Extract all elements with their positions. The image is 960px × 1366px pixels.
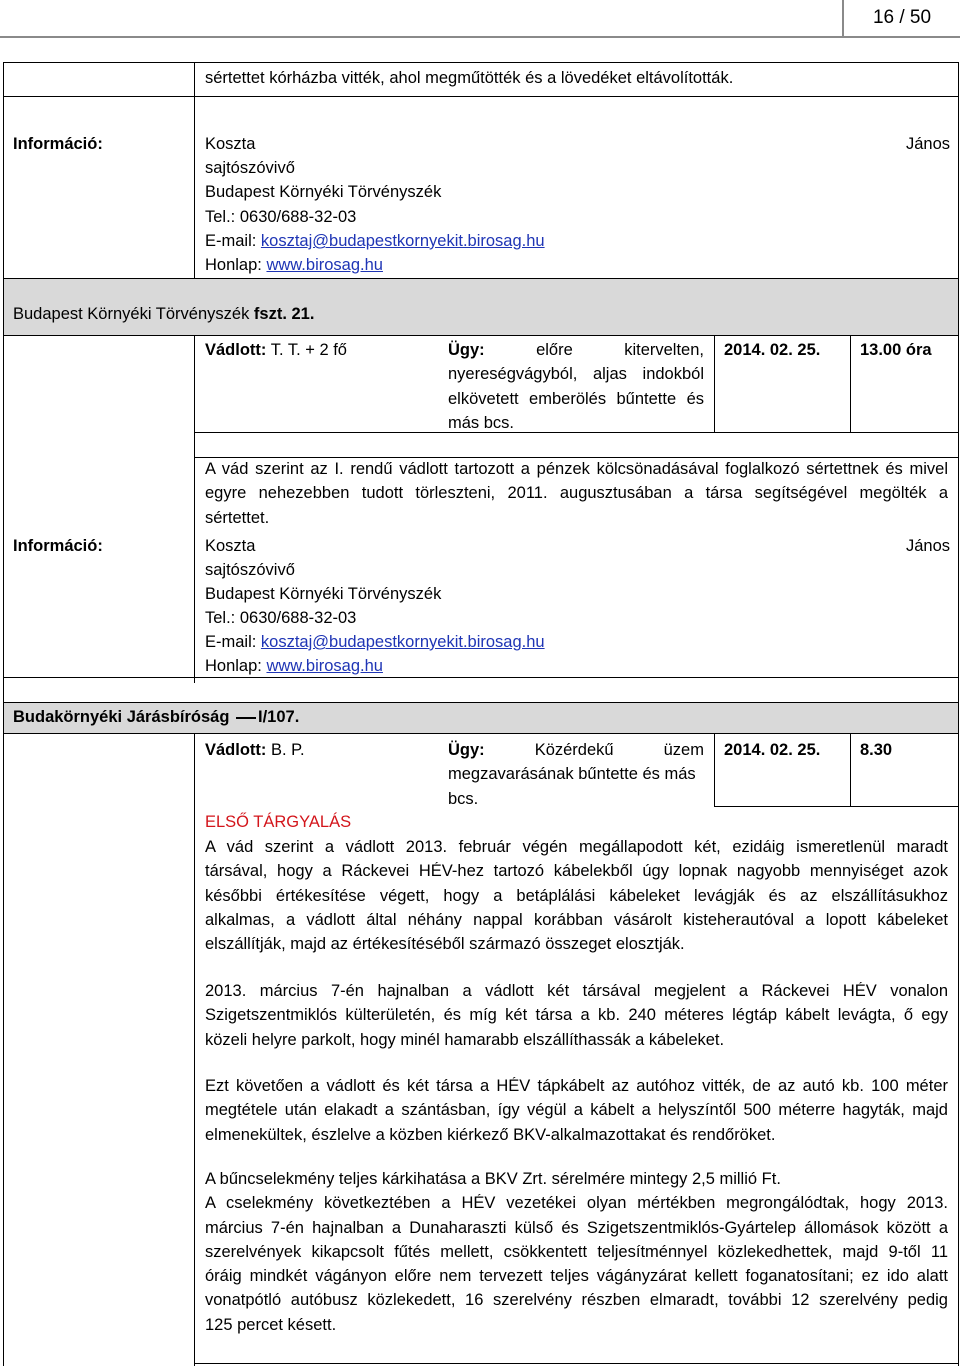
matter-word: Közérdekű xyxy=(534,741,614,759)
paragraph-line: megtétele után elakadt a szántásban, így végül a kábelt a helyszíntől 500 méterre hagyták, majd xyxy=(205,1101,948,1120)
paragraph-line: közeli helyre parkolt, hogy minél hamarabb elszállíthassák a kábeleket. xyxy=(205,1030,725,1049)
contact-role: sajtószóvivő xyxy=(205,561,295,579)
paragraph-line: későbbi értékesítése végett, hogy a betáplálási kábeleket levágják és az elszállításukhoz xyxy=(205,886,948,905)
email-link[interactable]: kosztaj@budapestkornyekit.birosag.hu xyxy=(260,633,545,651)
contact-role: sajtószóvivő xyxy=(205,159,295,177)
matter-line: megzavarásának bűntette és más xyxy=(448,765,696,784)
matter-word: előre xyxy=(536,341,573,359)
contact-org: Budapest Környéki Törvényszék xyxy=(205,585,442,603)
paragraph-line: Szigetszentmiklós külterületén, és míg két társa a kb. 240 méteres légtáp kábelt levágta, ő egy xyxy=(205,1006,948,1025)
summary-line: A vád szerint az I. rendű vádlott tartozott a pénzek kölcsönadásával foglalkozó sértettnek és mivel xyxy=(205,460,948,478)
court-header xyxy=(13,302,314,326)
info-label: Információ: xyxy=(13,537,103,555)
contact-email-row xyxy=(205,630,545,654)
hearing-date: 2014. 02. 25. xyxy=(724,741,821,759)
contact-surname: Koszta xyxy=(205,135,256,153)
contact-email-row xyxy=(205,229,545,253)
matter-block xyxy=(448,338,704,435)
paragraph-line: alkalmas, a vádlott által néhány nappal korábban vásárolt kisteherautóval a lopott kábeleket xyxy=(205,910,948,929)
matter-line: bcs. xyxy=(448,789,479,808)
paragraph-line: szerelvények kikapcsolt fűtés mellett, csökkentett teljesítménnyel közlekedhettek, majd 9-től 11 xyxy=(205,1242,948,1261)
court-name: Budakörnyéki Járásbíróság xyxy=(13,708,230,726)
page-number: 16 / 50 xyxy=(872,7,932,28)
court-dash xyxy=(236,717,256,719)
court-room: I/107. xyxy=(258,708,300,726)
matter-word: üzem xyxy=(663,741,704,759)
info-label: Információ: xyxy=(13,135,103,153)
court-room: fszt. 21. xyxy=(253,305,315,323)
defendant-value: T. T. + 2 fő xyxy=(266,341,347,359)
paragraph-line: március 7-én hajnalban a Dunaharaszti külső és Szigetszentmiklós-Gyártelep állomások között a xyxy=(205,1218,948,1237)
paragraph-line: vonatpótló autóbusz közlekedett, 16 szerelvény részben elmaradt, további 12 szerelvény pedig xyxy=(205,1291,948,1310)
defendant xyxy=(205,738,305,762)
matter-line: elkövetett emberölés bűntette és xyxy=(448,389,704,408)
defendant-label: Vádlott: xyxy=(205,741,267,759)
paragraph-line: A vád szerint a vádlott 2013. február végén megállapodott két, ezidáig ismeretlenül maradt xyxy=(205,838,948,856)
paragraph-line: A bűncselekmény teljes kárkihatása a BKV Zrt. sérelmére mintegy 2,5 millió Ft. xyxy=(205,1170,781,1188)
court-name: Budapest Környéki Törvényszék xyxy=(13,305,254,323)
defendant-value: B. P. xyxy=(266,741,305,759)
case-paragraph xyxy=(205,1170,948,1340)
web-prefix: Honlap: xyxy=(205,256,267,274)
contact-web-row xyxy=(205,253,383,277)
contact-web-row xyxy=(205,654,383,678)
email-link[interactable]: kosztaj@budapestkornyekit.birosag.hu xyxy=(260,232,545,250)
case-summary xyxy=(205,460,948,533)
paragraph-line: Ezt követően a vádlott és két társa a HÉV tápkábelt az autóhoz vitték, de az autó kb. 100 méter xyxy=(205,1077,948,1095)
hearing-time: 8.30 xyxy=(860,741,893,759)
hearing-date: 2014. 02. 25. xyxy=(724,341,821,359)
paragraph-line: óráig mindkét vágányon előre nem tervezett teljes vágányzárat kellett foganatosítani; ez ido alatt xyxy=(205,1267,948,1286)
web-link[interactable]: www.birosag.hu xyxy=(266,256,383,274)
contact-phone: Tel.: 0630/688-32-03 xyxy=(205,609,357,627)
previous-case-text: sértettet kórházba vitték, ahol megműtötték és a lövedéket eltávolították. xyxy=(205,69,734,87)
paragraph-line: A cselekmény következtében a HÉV vezetékei olyan mértékben megrongálódtak, hogy 2013. xyxy=(205,1194,948,1213)
web-prefix: Honlap: xyxy=(205,657,267,675)
hearing-time: 13.00 óra xyxy=(860,341,932,359)
contact-firstname: János xyxy=(905,135,950,153)
defendant-label: Vádlott: xyxy=(205,341,267,359)
email-prefix: E-mail: xyxy=(205,633,261,651)
paragraph-line: 125 percet késett. xyxy=(205,1315,337,1334)
summary-line: egyre nehezebben tudott törleszteni, 2011. augusztusában a társa segítségével megölték a xyxy=(205,484,948,503)
paragraph-line: elmenekültek, észlelve a közben kiérkező BKV-alkalmazottakat és rendőröket. xyxy=(205,1125,776,1144)
matter-block xyxy=(448,738,704,811)
defendant xyxy=(205,338,347,362)
matter-word: kitervelten, xyxy=(624,341,704,359)
contact-surname: Koszta xyxy=(205,537,256,555)
contact-phone: Tel.: 0630/688-32-03 xyxy=(205,208,357,226)
paragraph-line: 2013. március 7-én hajnalban a vádlott két társával megjelent a Ráckevei HÉV vonalon xyxy=(205,982,948,1000)
summary-line: sértettet. xyxy=(205,508,270,527)
matter-line: nyereségvágyból, aljas indokból xyxy=(448,365,704,384)
case-paragraph xyxy=(205,1077,948,1150)
page-number-box xyxy=(0,0,960,38)
matter-line: más bcs. xyxy=(448,413,515,432)
email-prefix: E-mail: xyxy=(205,232,261,250)
matter-label: Ügy: xyxy=(448,741,485,759)
first-hearing-label: ELSŐ TÁRGYALÁS xyxy=(205,813,352,831)
paragraph-line: elszállítják, majd az értékesítéséből származó összeget elosztják. xyxy=(205,935,685,954)
web-link[interactable]: www.birosag.hu xyxy=(266,657,383,675)
case-paragraph xyxy=(205,838,948,959)
case-paragraph xyxy=(205,982,948,1055)
matter-label: Ügy: xyxy=(448,341,485,359)
contact-firstname: János xyxy=(905,537,950,555)
contact-org: Budapest Környéki Törvényszék xyxy=(205,183,442,201)
paragraph-line: társával, hogy a Ráckevei HÉV-hez tartozó kábelekből úgy lopnak nagyobb mennyiséget azok xyxy=(205,862,948,881)
